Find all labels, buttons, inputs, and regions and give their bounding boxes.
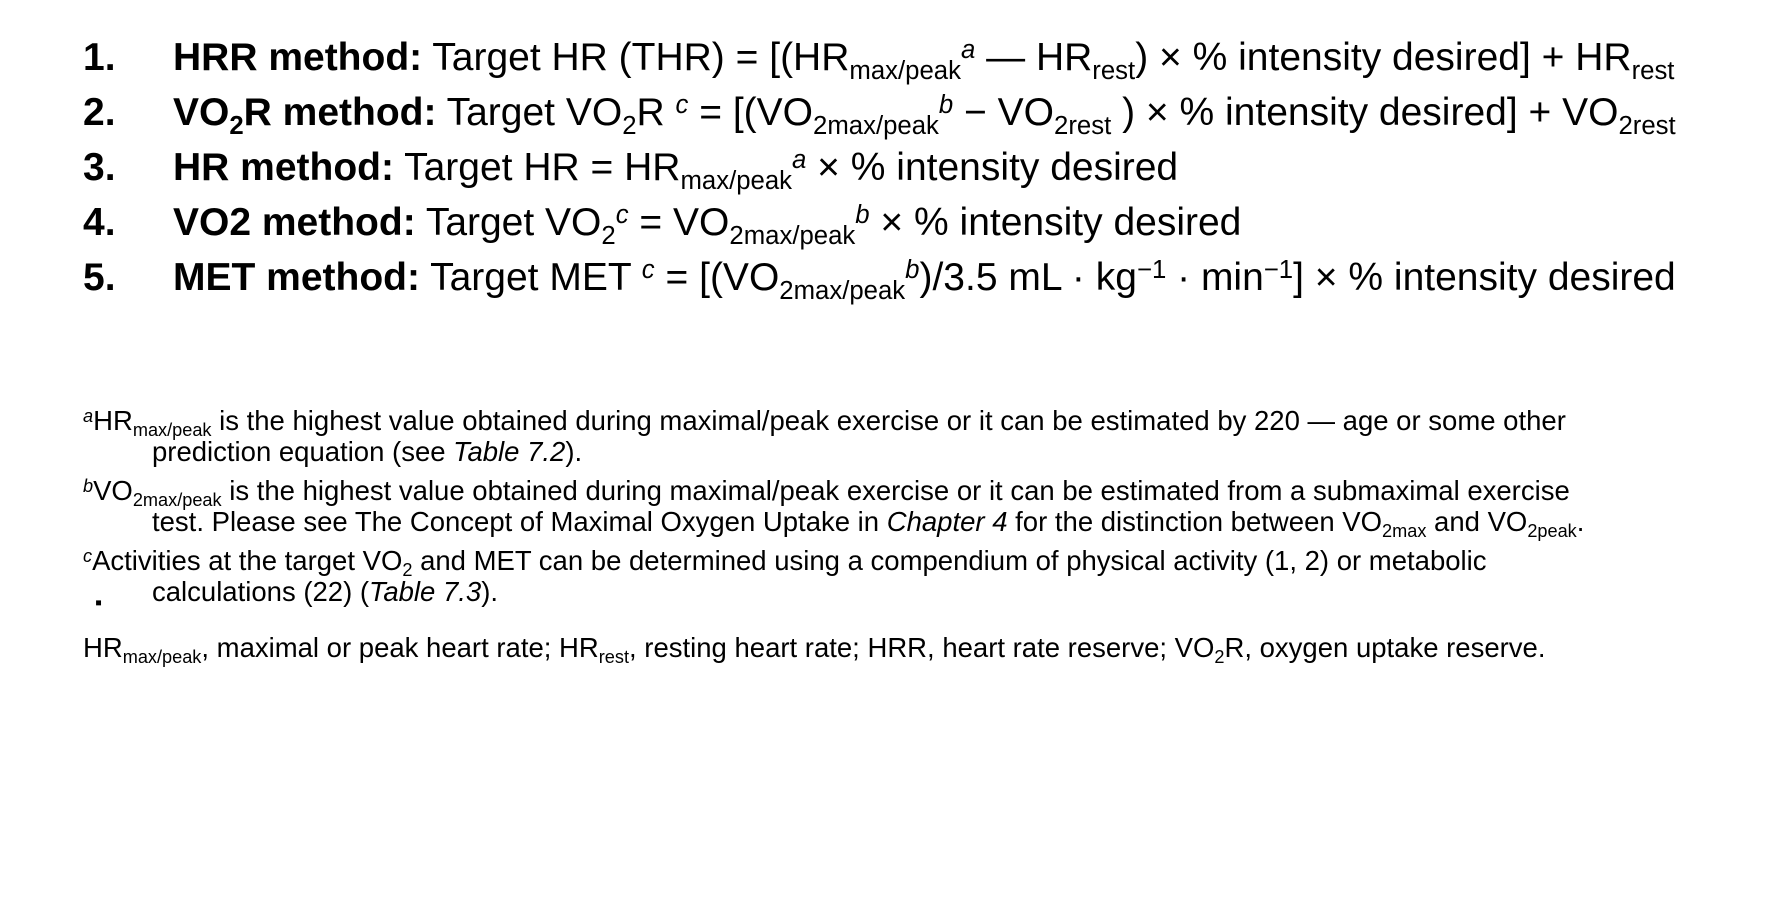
method-name: $VO_2R$ method: (173, 91, 437, 140)
footnote-c: ▪ $^c$Activities at the target $VO_2$ and MET can be determined using a compendium of physical activity (1, 2) or metabolic calculations (22) (Table 7.3). (83, 545, 1763, 607)
method-formula: MET method: Target MET $^c = [(VO_{2max/peak}^b)/3.5$ mL · $kg^{-1} \cdot \min^{-1}$] × % intensity desired (173, 256, 1676, 305)
table-reference: Table 7.2 (453, 436, 566, 467)
method-formula: VO2 method: Target $VO_2^c = VO_{2max/peak}^b$ × % intensity desired (173, 201, 1242, 250)
method-name: MET method: (173, 256, 420, 299)
abbreviations-line: $HR_{max/peak}$, maximal or peak heart rate; $HR_{rest}$, resting heart rate; HRR, heart rate reserve; $VO_2R$, oxygen uptake reserve. (83, 632, 1546, 668)
table-reference: Table 7.3 (369, 576, 482, 607)
method-number: 1. (83, 36, 116, 79)
footnotes (83, 405, 1763, 615)
method-list (83, 30, 1763, 305)
method-formula: $VO_2R$ method: Target $VO_2R$ $^c = [(VO_{2max/peak}^b - VO_{2rest}$ ) × % intensity desired] + $VO_{2rest}$ (173, 91, 1676, 140)
method-name: HR method: (173, 146, 394, 189)
method-name: VO2 method: (173, 201, 416, 244)
footnote-b: $^bVO_{2max/peak}$ is the highest value obtained during maximal/peak exercise or it can be estimated from a submaximal exercise test. Please see The Concept of Maximal Oxygen Uptake in Chapter 4 for the distinction between $VO_{2max}$ and $VO_{2peak}$. (83, 475, 1585, 542)
method-item-hr (83, 140, 1763, 195)
footnote-marker: c (83, 545, 93, 566)
method-formula: HRR method: Target HR $(THR) = [(HR_{max/peak}^a$ — $HR_{rest}$) × % intensity desired] + $HR_{rest}$ (173, 36, 1675, 85)
method-item-vo2 (83, 195, 1763, 250)
bullet-icon: ▪ (95, 592, 103, 614)
method-item-met (83, 250, 1763, 305)
method-number: 3. (83, 146, 116, 189)
method-item-hrr (83, 30, 1763, 85)
method-number: 2. (83, 91, 116, 134)
method-name: HRR method: (173, 36, 423, 79)
method-item-vo2r (83, 85, 1763, 140)
chapter-reference: Chapter 4 (886, 506, 1008, 537)
footnote-a: $^aHR_{max/peak}$ is the highest value obtained during maximal/peak exercise or it can be estimated by 220 — age or some other prediction equation (see Table 7.2). (83, 405, 1566, 467)
footnote-marker: a (83, 405, 94, 426)
method-formula: HR method: Target HR = $HR_{max/peak}^a$ × % intensity desired (173, 146, 1179, 195)
footnote-marker: b (83, 475, 94, 496)
method-number: 5. (83, 256, 116, 299)
method-number: 4. (83, 201, 116, 244)
